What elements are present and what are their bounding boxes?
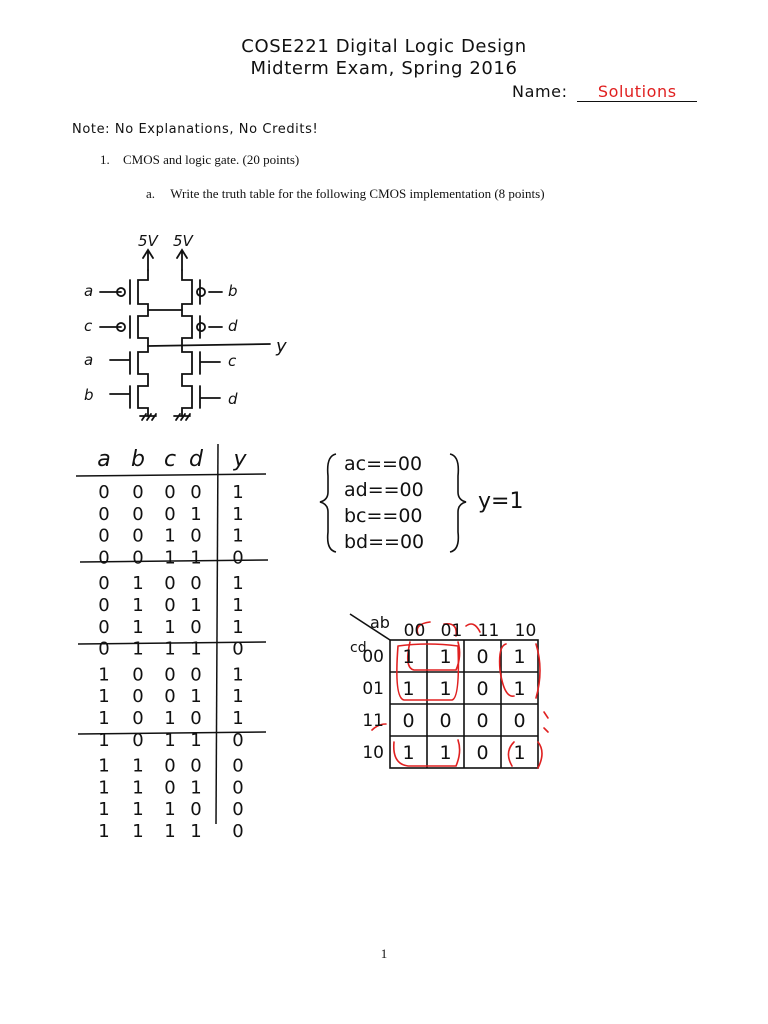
tt-cell: 0 xyxy=(98,482,110,503)
condition-result: y=1 xyxy=(478,489,524,514)
tt-cell: 1 xyxy=(232,708,244,729)
tt-cell: 0 xyxy=(164,755,176,777)
condition-ad: ad==00 xyxy=(344,479,424,501)
tt-cell: 1 xyxy=(232,503,244,525)
tt-cell: 1 xyxy=(190,729,202,751)
tt-cell: 1 xyxy=(190,595,202,616)
kmap-cell: 1 xyxy=(402,646,415,668)
right-brace xyxy=(450,454,466,552)
kmap-group-loop xyxy=(544,712,548,732)
kmap-cell: 1 xyxy=(513,646,526,668)
kmap-cell: 1 xyxy=(513,678,526,700)
kmap-row-label: 10 xyxy=(362,743,384,763)
tt-cell: 1 xyxy=(132,638,144,660)
kmap-col-label: 01 xyxy=(440,621,463,641)
tt-cell: 0 xyxy=(164,595,176,616)
tt-cell: 0 xyxy=(190,525,202,547)
tt-cell: 1 xyxy=(164,799,176,821)
tt-cell: 1 xyxy=(232,573,244,595)
question-number: 1. xyxy=(100,152,110,167)
kmap-cell: 1 xyxy=(439,678,452,700)
circuit-output-y: y xyxy=(276,336,287,357)
tt-cell: 0 xyxy=(232,799,244,821)
tt-header-a: a xyxy=(97,447,111,472)
gate-input-c-right: c xyxy=(228,352,237,370)
tt-cell: 0 xyxy=(132,664,144,686)
kmap-corner-ab: ab xyxy=(370,613,390,632)
tt-cell: 1 xyxy=(232,595,244,616)
tt-cell: 0 xyxy=(164,573,176,595)
page-number: 1 xyxy=(380,946,388,961)
exam-note: Note: No Explanations, No Credits! xyxy=(72,122,319,137)
kmap-row-label: 01 xyxy=(362,679,384,699)
tt-cell: 1 xyxy=(190,821,202,842)
tt-cell: 0 xyxy=(164,664,176,686)
tt-cell: 0 xyxy=(132,547,144,569)
tt-cell: 1 xyxy=(164,525,176,547)
y-condition-block xyxy=(318,446,538,558)
tt-cell: 1 xyxy=(190,777,202,799)
kmap-cell: 1 xyxy=(513,742,526,764)
kmap-cell: 1 xyxy=(402,742,415,764)
tt-cell: 0 xyxy=(190,573,202,595)
tt-cell: 1 xyxy=(164,708,176,729)
condition-ac: ac==00 xyxy=(344,453,423,475)
tt-cell: 0 xyxy=(132,708,144,729)
tt-cell: 0 xyxy=(98,616,110,638)
tt-cell: 0 xyxy=(98,547,110,569)
course-title: COSE221 Digital Logic Design xyxy=(241,36,527,57)
kmap-cell: 0 xyxy=(402,710,415,732)
tt-cell: 1 xyxy=(98,729,110,751)
tt-cell: 1 xyxy=(164,547,176,569)
tt-cell: 0 xyxy=(98,638,110,660)
tt-cell: 1 xyxy=(164,821,176,842)
tt-cell: 1 xyxy=(98,821,110,842)
kmap-cell: 1 xyxy=(402,678,415,700)
gate-input-d-bottom: d xyxy=(228,390,238,408)
tt-cell: 1 xyxy=(132,799,144,821)
tt-cell: 1 xyxy=(132,573,144,595)
cmos-circuit xyxy=(70,228,310,428)
question-text: CMOS and logic gate. (20 points) xyxy=(123,152,300,167)
kmap-cell: 0 xyxy=(476,646,489,668)
tt-header-b: b xyxy=(131,447,145,472)
tt-cell: 1 xyxy=(190,638,202,660)
tt-cell: 1 xyxy=(232,664,244,686)
tt-cell: 0 xyxy=(232,638,244,660)
kmap-col-label: 11 xyxy=(477,621,500,641)
tt-cell: 1 xyxy=(164,729,176,751)
tt-cell: 1 xyxy=(98,799,110,821)
tt-cell: 0 xyxy=(98,503,110,525)
kmap-cell: 0 xyxy=(476,678,489,700)
tt-cell: 0 xyxy=(190,616,202,638)
tt-cell: 0 xyxy=(164,686,176,708)
tt-cell: 0 xyxy=(232,755,244,777)
tt-cell: 1 xyxy=(232,525,244,547)
gate-input-d-top: d xyxy=(228,317,238,335)
kmap-group-loop xyxy=(408,642,460,670)
part-label: a. xyxy=(146,186,156,201)
tt-cell: 0 xyxy=(190,664,202,686)
tt-cell: 0 xyxy=(232,729,244,751)
kmap-cell: 1 xyxy=(439,646,452,668)
question-line xyxy=(100,152,299,168)
exam-title xyxy=(0,36,768,80)
name-line xyxy=(512,82,697,102)
tt-cell: 1 xyxy=(98,686,110,708)
tt-cell: 0 xyxy=(132,503,144,525)
tt-cell: 1 xyxy=(132,755,144,777)
tt-cell: 1 xyxy=(190,503,202,525)
exam-subtitle: Midterm Exam, Spring 2016 xyxy=(250,58,518,79)
karnaugh-map xyxy=(348,612,548,778)
kmap-col-label: 10 xyxy=(514,621,537,641)
tt-cell: 1 xyxy=(190,686,202,708)
tt-cell: 0 xyxy=(132,686,144,708)
tt-cell: 0 xyxy=(132,729,144,751)
tt-cell: 1 xyxy=(164,616,176,638)
supply-left-label: 5V xyxy=(138,232,158,250)
truth-table xyxy=(70,436,280,842)
tt-cell: 0 xyxy=(232,547,244,569)
kmap-row-label: 00 xyxy=(362,647,384,667)
tt-cell: 0 xyxy=(98,595,110,616)
tt-cell: 1 xyxy=(132,821,144,842)
tt-cell: 1 xyxy=(98,708,110,729)
tt-cell: 1 xyxy=(132,595,144,616)
tt-cell: 0 xyxy=(232,777,244,799)
kmap-cell: 0 xyxy=(513,710,526,732)
kmap-col-label: 00 xyxy=(403,621,426,641)
kmap-cell: 0 xyxy=(439,710,452,732)
supply-right-label: 5V xyxy=(173,232,193,250)
tt-cell: 1 xyxy=(132,777,144,799)
tt-cell: 0 xyxy=(164,482,176,503)
tt-cell: 0 xyxy=(232,821,244,842)
tt-header-c: c xyxy=(163,447,177,472)
kmap-cell: 0 xyxy=(476,710,489,732)
part-text: Write the truth table for the following CMOS implementation (8 points) xyxy=(170,186,545,201)
name-value: Solutions xyxy=(577,82,697,102)
gate-input-b-right: b xyxy=(228,282,238,300)
tt-cell: 0 xyxy=(190,799,202,821)
condition-bc: bc==00 xyxy=(344,505,423,527)
tt-cell: 1 xyxy=(232,686,244,708)
tt-cell: 0 xyxy=(132,482,144,503)
gate-input-a-bottom: a xyxy=(84,351,94,369)
tt-cell: 0 xyxy=(190,482,202,503)
tt-cell: 1 xyxy=(98,755,110,777)
tt-cell: 0 xyxy=(164,777,176,799)
kmap-cell: 1 xyxy=(439,742,452,764)
question-part-line xyxy=(146,186,545,202)
tt-cell: 0 xyxy=(190,755,202,777)
kmap-cell: 0 xyxy=(476,742,489,764)
name-label: Name: xyxy=(512,82,568,101)
kmap-row-label: 11 xyxy=(362,711,384,731)
tt-cell: 0 xyxy=(164,503,176,525)
gate-input-c-left: c xyxy=(84,317,93,335)
gate-input-a-top: a xyxy=(84,282,94,300)
condition-bd: bd==00 xyxy=(344,531,425,553)
tt-cell: 0 xyxy=(98,573,110,595)
tt-header-y: y xyxy=(233,447,247,472)
tt-cell: 1 xyxy=(98,664,110,686)
tt-cell: 0 xyxy=(98,525,110,547)
tt-cell: 1 xyxy=(164,638,176,660)
left-brace xyxy=(320,454,336,552)
tt-cell: 1 xyxy=(232,616,244,638)
tt-cell: 0 xyxy=(190,708,202,729)
tt-header-d: d xyxy=(189,447,203,472)
tt-cell: 1 xyxy=(98,777,110,799)
tt-cell: 1 xyxy=(232,482,244,503)
kmap-corner-cd: cd xyxy=(350,640,367,656)
tt-cell: 0 xyxy=(132,525,144,547)
tt-cell: 1 xyxy=(190,547,202,569)
gate-input-b-left: b xyxy=(84,386,94,404)
tt-cell: 1 xyxy=(132,616,144,638)
